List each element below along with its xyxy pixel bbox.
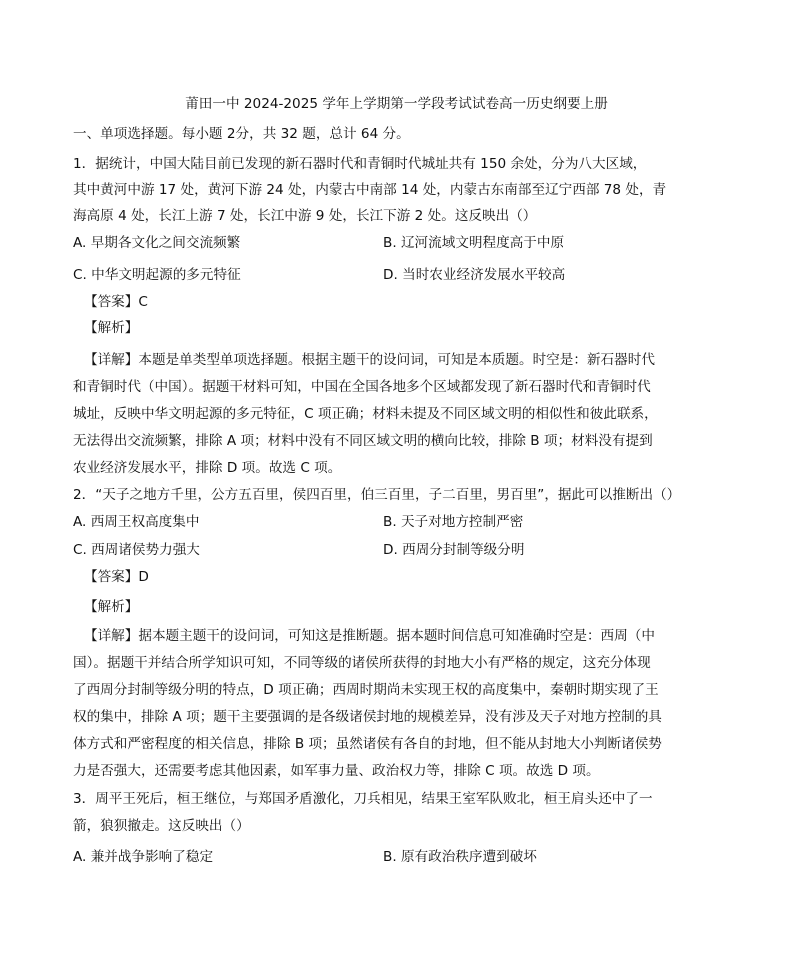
- detail-line: 【详解】据本题主题干的设问词，可知这是推断题。据本题时间信息可知准确时空是：西周（中: [84, 628, 655, 644]
- detail-line: 农业经济发展水平，排除 D 项。故选 C 项。: [73, 460, 342, 476]
- detail-line: 力是否强大，还需要考虑其他因素，如军事力量、政治权力等，排除 C 项。故选 D 项。: [73, 763, 600, 779]
- option-c: C. 中华文明起源的多元特征: [73, 267, 241, 283]
- option-a: A. 兼并战争影响了稳定: [73, 849, 214, 865]
- answer-label: 【答案】D: [84, 569, 149, 585]
- question-stem-line: 海高原 4 处，长江上游 7 处，长江中游 9 处，长江下游 2 处。这反映出（）: [73, 208, 537, 224]
- option-b: B. 天子对地方控制严密: [383, 514, 524, 530]
- detail-line: 无法得出交流频繁，排除 A 项；材料中没有不同区域文明的横向比较，排除 B 项；材料没有提到: [73, 433, 653, 449]
- exam-title: 莆田一中 2024-2025 学年上学期第一学段考试试卷高一历史纲要上册: [185, 96, 608, 112]
- section-heading: 一、单项选择题。每小题 2分，共 32 题，总计 64 分。: [73, 126, 410, 142]
- question-stem-line: 2．“天子之地方千里，公方五百里，侯四百里，伯三百里，子二百里，男百里”，据此可以推断出（）: [73, 487, 681, 503]
- option-b: B. 辽河流域文明程度高于中原: [383, 235, 565, 251]
- option-c: C. 西周诸侯势力强大: [73, 542, 200, 558]
- option-a: A. 早期各文化之间交流频繁: [73, 235, 241, 251]
- detail-line: 国）。据题干并结合所学知识可知，不同等级的诸侯所获得的封地大小有严格的规定，这充分体现: [73, 655, 651, 671]
- analysis-label: 【解析】: [84, 320, 139, 336]
- question-stem-line: 3．周平王死后，桓王继位，与郑国矛盾激化，刀兵相见，结果王室军队败北，桓王肩头还中了一: [73, 791, 653, 807]
- detail-line: 权的集中，排除 A 项；题干主要强调的是各级诸侯封地的规模差异，没有涉及天子对地方控制的具: [73, 709, 662, 725]
- question-stem-line: 其中黄河中游 17 处，黄河下游 24 处，内蒙古中南部 14 处，内蒙古东南部至辽宁西部 78 处，青: [73, 182, 667, 198]
- option-a: A. 西周王权高度集中: [73, 514, 200, 530]
- detail-line: 【详解】本题是单类型单项选择题。根据主题干的设问词，可知是本质题。时空是：新石器时代: [84, 352, 655, 368]
- analysis-label: 【解析】: [84, 599, 139, 615]
- detail-line: 体方式和严密程度的相关信息，排除 B 项；虽然诸侯有各自的封地，但不能从封地大小判断诸侯势: [73, 736, 662, 752]
- option-d: D. 西周分封制等级分明: [383, 542, 525, 558]
- detail-line: 和青铜时代（中国）。据题干材料可知，中国在全国各地多个区域都发现了新石器时代和青铜时代: [73, 379, 651, 395]
- question-stem-line: 1．据统计，中国大陆目前已发现的新石器时代和青铜时代城址共有 150 余处，分为八大区域，: [73, 156, 647, 172]
- answer-label: 【答案】C: [84, 294, 148, 310]
- detail-line: 城址，反映中华文明起源的多元特征，C 项正确；材料未提及不同区域文明的相似性和彼此联系，: [73, 406, 658, 422]
- option-b: B. 原有政治秩序遭到破坏: [383, 849, 537, 865]
- question-stem-line: 箭，狼狈撤走。这反映出（）: [73, 818, 250, 834]
- option-d: D. 当时农业经济发展水平较高: [383, 267, 566, 283]
- detail-line: 了西周分封制等级分明的特点，D 项正确；西周时期尚未实现王权的高度集中，秦朝时期实现了王: [73, 682, 659, 698]
